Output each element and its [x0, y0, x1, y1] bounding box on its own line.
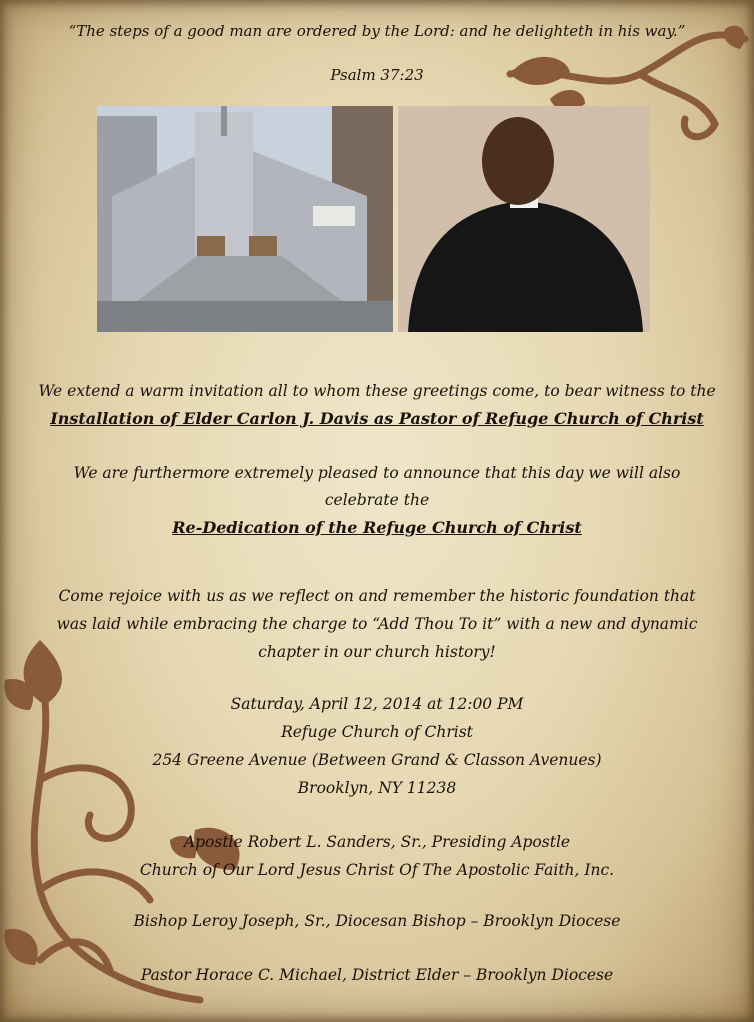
event-address: 254 Greene Avenue (Between Grand & Classon Avenues): [152, 751, 602, 769]
scripture-quote: “The steps of a good man are ordered by the Lord: and he delighteth in his way.”: [68, 22, 686, 40]
invitation-intro: We extend a warm invitation all to whom these greetings come, to bear witness to the: [38, 382, 716, 400]
church-organization: Church of Our Lord Jesus Christ Of The Apostolic Faith, Inc.: [139, 861, 615, 879]
rejoice-paragraph: Come rejoice with us as we reflect on and remember the historic foundation that was laid while embracing the charge to “Add Thou To it” with a new and dynamic chapter in our church history!: [56, 587, 698, 661]
floral-ornament-left: [0, 630, 270, 1022]
announcement-text: We are furthermore extremely pleased to announce that this day we will also celebrate the: [73, 464, 681, 509]
rededication-title: Re-Dedication of the Refuge Church of Christ: [172, 518, 582, 537]
presiding-apostle: [0, 828, 754, 884]
invitation-paragraph: [0, 378, 754, 432]
church-building-photo: [97, 106, 393, 332]
scripture-citation: Psalm 37:23: [330, 66, 424, 84]
apostle-name: Apostle Robert L. Sanders, Sr., Presiding Apostle: [183, 833, 571, 851]
pastor-portrait-photo: [398, 106, 650, 332]
installation-title: Installation of Elder Carlon J. Davis as Pastor of Refuge Church of Christ: [50, 409, 704, 428]
event-details: [0, 690, 754, 802]
event-datetime: Saturday, April 12, 2014 at 12:00 PM: [230, 695, 524, 713]
event-city: Brooklyn, NY 11238: [297, 779, 457, 797]
diocesan-bishop: Bishop Leroy Joseph, Sr., Diocesan Bishop – Brooklyn Diocese: [133, 912, 621, 930]
event-venue: Refuge Church of Christ: [281, 723, 473, 741]
district-elder: Pastor Horace C. Michael, District Elder – Brooklyn Diocese: [140, 966, 614, 984]
announcement-paragraph: [0, 460, 754, 541]
